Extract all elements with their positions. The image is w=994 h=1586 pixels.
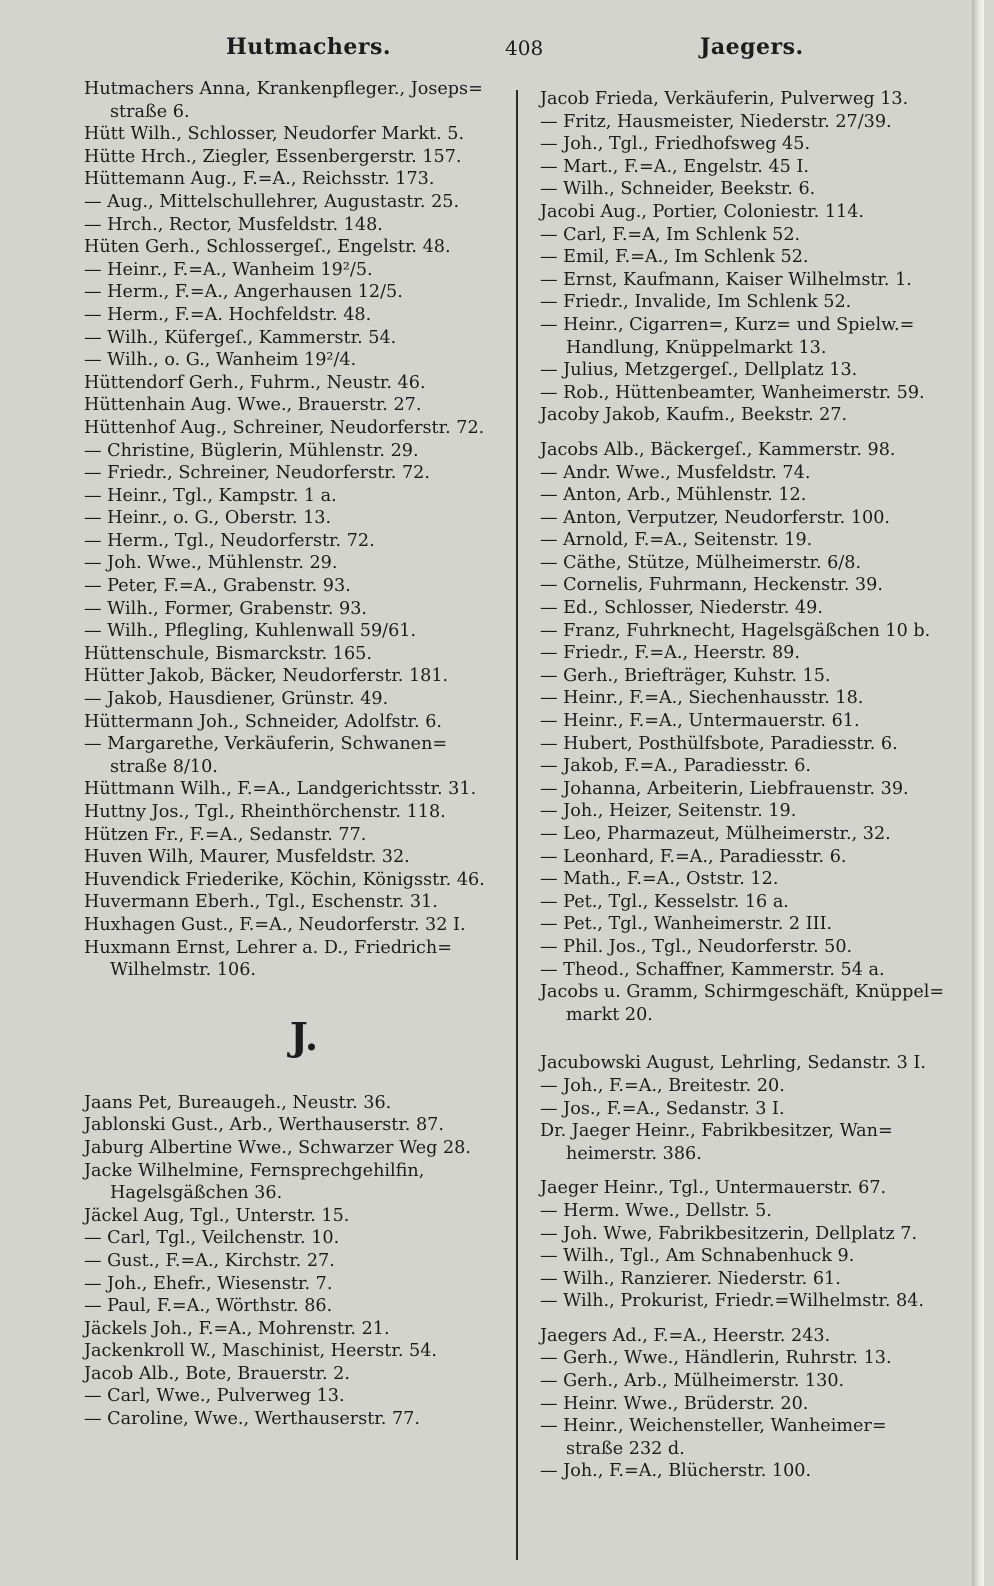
directory-entry: Hützen Fr., F.=A., Sedanstr. 77. [84, 824, 367, 845]
directory-entry: Huxhagen Gust., F.=A., Neudorferstr. 32 I. [84, 914, 466, 935]
directory-entry: Jablonski Gust., Arb., Werthauserstr. 87. [84, 1115, 444, 1136]
directory-entry: Dr. Jaeger Heinr., Fabrikbesitzer, Wan= [540, 1121, 893, 1142]
spacer [540, 427, 962, 439]
directory-entry: Jaeger Heinr., Tgl., Untermauerstr. 67. [540, 1178, 887, 1199]
directory-entry: Hüttenhain Aug. Wwe., Brauerstr. 27. [84, 395, 422, 416]
directory-entry: — Aug., Mittelschullehrer, Augustastr. 25. [84, 191, 460, 212]
directory-entry: — Ed., Schlosser, Niederstr. 49. [540, 598, 823, 619]
directory-entry: straße 8/10. [110, 756, 218, 777]
directory-entry: Jacke Wilhelmine, Fernsprechgehilfin, [84, 1160, 425, 1181]
directory-entry: — Herm. Wwe., Dellstr. 5. [540, 1200, 772, 1221]
directory-entry: Wilhelmstr. 106. [110, 960, 257, 981]
left-entries-j [84, 1092, 504, 1431]
directory-entry: — Wilh., Former, Grabenstr. 93. [84, 598, 368, 619]
directory-entry: — Mart., F.=A., Engelstr. 45 I. [540, 156, 809, 177]
directory-entry: straße 232 d. [566, 1438, 685, 1459]
directory-entry: — Friedr., Schreiner, Neudorferstr. 72. [84, 463, 430, 484]
directory-entry: — Friedr., F.=A., Heerstr. 89. [540, 643, 800, 664]
directory-entry: Jäckel Aug, Tgl., Unterstr. 15. [84, 1205, 350, 1226]
directory-entry: — Fritz, Hausmeister, Niederstr. 27/39. [540, 111, 892, 132]
directory-entry: Jäckels Joh., F.=A., Mohrenstr. 21. [84, 1318, 390, 1339]
directory-entry: — Herm., Tgl., Neudorferstr. 72. [84, 530, 375, 551]
directory-entry: — Peter, F.=A., Grabenstr. 93. [84, 576, 351, 597]
directory-entry: — Gerh., Arb., Mülheimerstr. 130. [540, 1371, 845, 1392]
directory-entry: Hütte Hrch., Ziegler, Essenbergerstr. 157. [84, 146, 462, 167]
spacer [540, 1026, 962, 1052]
directory-entry: — Hrch., Rector, Musfeldstr. 148. [84, 214, 383, 235]
directory-entry: — Joh. Wwe., Mühlenstr. 29. [84, 553, 338, 574]
directory-entry: — Jakob, F.=A., Paradiesstr. 6. [540, 756, 812, 777]
directory-entry: Hüttemann Aug., F.=A., Reichsstr. 173. [84, 169, 435, 190]
directory-entry: Jacubowski August, Lehrling, Sedanstr. 3 I. [540, 1053, 926, 1074]
directory-entry: Hütter Jakob, Bäcker, Neudorferstr. 181. [84, 666, 449, 687]
directory-entry: — Joh., Heizer, Seitenstr. 19. [540, 801, 797, 822]
directory-entry: Huvendick Friederike, Köchin, Königsstr. 46. [84, 869, 485, 890]
directory-entry: — Heinr. Wwe., Brüderstr. 20. [540, 1393, 809, 1414]
directory-entry: — Carl, Wwe., Pulverweg 13. [84, 1386, 345, 1407]
directory-entry: Hüten Gerh., Schlossergeſ., Engelstr. 48. [84, 237, 451, 258]
directory-entry: — Phil. Jos., Tgl., Neudorferstr. 50. [540, 936, 853, 957]
directory-entry: — Heinr., Cigarren=, Kurz= und Spielw.= [540, 314, 915, 335]
directory-entry: — Wilh., Pflegling, Kuhlenwall 59/61. [84, 621, 417, 642]
directory-entry: — Joh., F.=A., Blücherstr. 100. [540, 1461, 812, 1482]
directory-entry: — Leonhard, F.=A., Paradiesstr. 6. [540, 846, 847, 867]
right-column [540, 88, 962, 1483]
header-left-catchword: Hutmachers. [226, 34, 391, 60]
directory-entry: — Carl, Tgl., Veilchenstr. 10. [84, 1228, 340, 1249]
directory-entry: — Gerh., Wwe., Händlerin, Ruhrstr. 13. [540, 1348, 892, 1369]
directory-entry: — Heinr., Tgl., Kampstr. 1 a. [84, 485, 337, 506]
directory-entry: — Paul, F.=A., Wörthstr. 86. [84, 1296, 333, 1317]
directory-entry: Hütt Wilh., Schlosser, Neudorfer Markt. 5. [84, 124, 465, 145]
directory-entry: — Caroline, Wwe., Werthauserstr. 77. [84, 1409, 420, 1430]
directory-entry: — Cäthe, Stütze, Mülheimerstr. 6/8. [540, 552, 862, 573]
right-entries-jacubowski [540, 1052, 962, 1165]
directory-entry: — Wilh., Küfergeſ., Kammerstr. 54. [84, 327, 397, 348]
directory-entry: — Joh., Tgl., Friedhofsweg 45. [540, 134, 811, 155]
directory-entry: — Carl, F.=A, Im Schlenk 52. [540, 224, 801, 245]
directory-entry: Hüttenhof Aug., Schreiner, Neudorferstr. 72. [84, 417, 485, 438]
right-entries-jaegers [540, 1325, 962, 1483]
directory-entry: — Pet., Tgl., Kesselstr. 16 a. [540, 891, 789, 912]
directory-entry: — Franz, Fuhrknecht, Hagelsgäßchen 10 b. [540, 620, 931, 641]
directory-entry: — Heinr., o. G., Oberstr. 13. [84, 508, 332, 529]
directory-entry: — Arnold, F.=A., Seitenstr. 19. [540, 530, 813, 551]
directory-entry: — Johanna, Arbeiterin, Liebfrauenstr. 39. [540, 778, 909, 799]
directory-entry: Jackenkroll W., Maschinist, Heerstr. 54. [84, 1341, 437, 1362]
right-entries-jaeger [540, 1177, 962, 1313]
directory-entry: — Wilh., Schneider, Beekstr. 6. [540, 179, 816, 200]
directory-entry: Hüttendorf Gerh., Fuhrm., Neustr. 46. [84, 372, 426, 393]
right-entries-jacobs [540, 439, 962, 1026]
directory-entry: — Ernst, Kaufmann, Kaiser Wilhelmstr. 1. [540, 269, 912, 290]
directory-entry: Hutmachers Anna, Krankenpfleger., Joseps= [84, 79, 483, 99]
directory-entry: Handlung, Knüppelmarkt 13. [566, 337, 827, 358]
directory-entry: — Gust., F.=A., Kirchstr. 27. [84, 1250, 335, 1271]
directory-entry: — Joh. Wwe, Fabrikbesitzerin, Dellplatz 7. [540, 1223, 918, 1244]
directory-entry: — Joh., Ehefr., Wiesenstr. 7. [84, 1273, 333, 1294]
directory-entry: — Jos., F.=A., Sedanstr. 3 I. [540, 1098, 785, 1119]
directory-entry: — Herm., F.=A., Angerhausen 12/5. [84, 282, 403, 303]
directory-entry: — Heinr., Weichensteller, Wanheimer= [540, 1416, 887, 1437]
directory-entry: Jaans Pet, Bureaugeh., Neustr. 36. [84, 1092, 392, 1113]
directory-entry: Hüttmann Wilh., F.=A., Landgerichtsstr. 31. [84, 779, 477, 800]
page-header [0, 34, 984, 64]
directory-entry: Jacobs u. Gramm, Schirmgeschäft, Knüppel= [540, 982, 945, 1003]
directory-entry: straße 6. [110, 101, 190, 122]
directory-entry: — Heinr., F.=A., Wanheim 19²/5. [84, 259, 373, 280]
directory-entry: — Andr. Wwe., Musfeldstr. 74. [540, 462, 811, 483]
directory-entry: — Hubert, Posthülfsbote, Paradiesstr. 6. [540, 733, 898, 754]
directory-entry: Jaegers Ad., F.=A., Heerstr. 243. [540, 1325, 831, 1346]
directory-entry: Hüttermann Joh., Schneider, Adolfstr. 6. [84, 711, 443, 732]
directory-entry: — Jakob, Hausdiener, Grünstr. 49. [84, 689, 389, 710]
directory-entry: — Wilh., o. G., Wanheim 19²/4. [84, 350, 357, 371]
directory-entry: Hagelsgäßchen 36. [110, 1183, 283, 1204]
directory-entry: Jacob Frieda, Verkäuferin, Pulverweg 13. [540, 89, 909, 109]
directory-entry: Huxmann Ernst, Lehrer a. D., Friedrich= [84, 937, 452, 958]
directory-entry: — Emil, F.=A., Im Schlenk 52. [540, 247, 809, 268]
spacer [540, 1313, 962, 1325]
directory-entry: Huvermann Eberh., Tgl., Eschenstr. 31. [84, 892, 438, 913]
directory-entry: — Herm., F.=A. Hochfeldstr. 48. [84, 304, 372, 325]
directory-entry: Jacobs Alb., Bäckergeſ., Kammerstr. 98. [540, 439, 896, 460]
page-edge [972, 0, 984, 1586]
directory-entry: — Heinr., F.=A., Siechenhausstr. 18. [540, 688, 864, 709]
directory-entry: — Wilh., Tgl., Am Schnabenhuck 9. [540, 1246, 855, 1267]
page-number: 408 [505, 36, 544, 60]
directory-entry: Jacob Alb., Bote, Brauerstr. 2. [84, 1363, 350, 1384]
section-letter: J. [289, 1013, 319, 1059]
column-divider [516, 90, 518, 1560]
directory-entry: — Heinr., F.=A., Untermauerstr. 61. [540, 711, 860, 732]
directory-entry: — Anton, Verputzer, Neudorferstr. 100. [540, 507, 890, 528]
directory-entry: — Gerh., Briefträger, Kuhstr. 15. [540, 665, 831, 686]
directory-entry: Jacobi Aug., Portier, Coloniestr. 114. [540, 201, 865, 222]
directory-entry: — Wilh., Prokurist, Friedr.=Wilhelmstr. 84. [540, 1291, 925, 1312]
directory-entry: — Joh., F.=A., Breitestr. 20. [540, 1075, 785, 1096]
directory-entry: — Anton, Arb., Mühlenstr. 12. [540, 485, 807, 506]
directory-entry: — Rob., Hüttenbeamter, Wanheimerstr. 59. [540, 382, 925, 403]
directory-entry: Jacoby Jakob, Kaufm., Beekstr. 27. [540, 405, 848, 426]
left-column [84, 78, 504, 1431]
directory-entry: markt 20. [566, 1004, 653, 1025]
directory-entry: Huven Wilh, Maurer, Musfeldstr. 32. [84, 847, 410, 868]
header-right-catchword: Jaegers. [700, 34, 804, 60]
directory-entry: — Friedr., Invalide, Im Schlenk 52. [540, 292, 852, 313]
left-entries-h [84, 78, 504, 982]
directory-entry: — Christine, Büglerin, Mühlenstr. 29. [84, 440, 419, 461]
directory-entry: Jaburg Albertine Wwe., Schwarzer Weg 28. [84, 1137, 471, 1158]
directory-entry: — Leo, Pharmazeut, Mülheimerstr., 32. [540, 824, 891, 844]
directory-entry: — Julius, Metzgergeſ., Dellplatz 13. [540, 360, 858, 381]
directory-entry: — Cornelis, Fuhrmann, Heckenstr. 39. [540, 575, 883, 596]
directory-entry: — Math., F.=A., Oststr. 12. [540, 869, 779, 890]
spacer [540, 1165, 962, 1177]
right-entries-jacob [540, 88, 962, 427]
directory-entry: — Margarethe, Verkäuferin, Schwanen= [84, 734, 448, 755]
directory-entry: — Wilh., Ranzierer. Niederstr. 61. [540, 1268, 841, 1289]
directory-entry: Huttny Jos., Tgl., Rheinthörchenstr. 118. [84, 802, 446, 822]
directory-entry: heimerstr. 386. [566, 1143, 702, 1164]
directory-entry: — Theod., Schaffner, Kammerstr. 54 a. [540, 959, 885, 980]
directory-entry: Hüttenschule, Bismarckstr. 165. [84, 643, 372, 664]
directory-entry: — Pet., Tgl., Wanheimerstr. 2 III. [540, 914, 833, 935]
